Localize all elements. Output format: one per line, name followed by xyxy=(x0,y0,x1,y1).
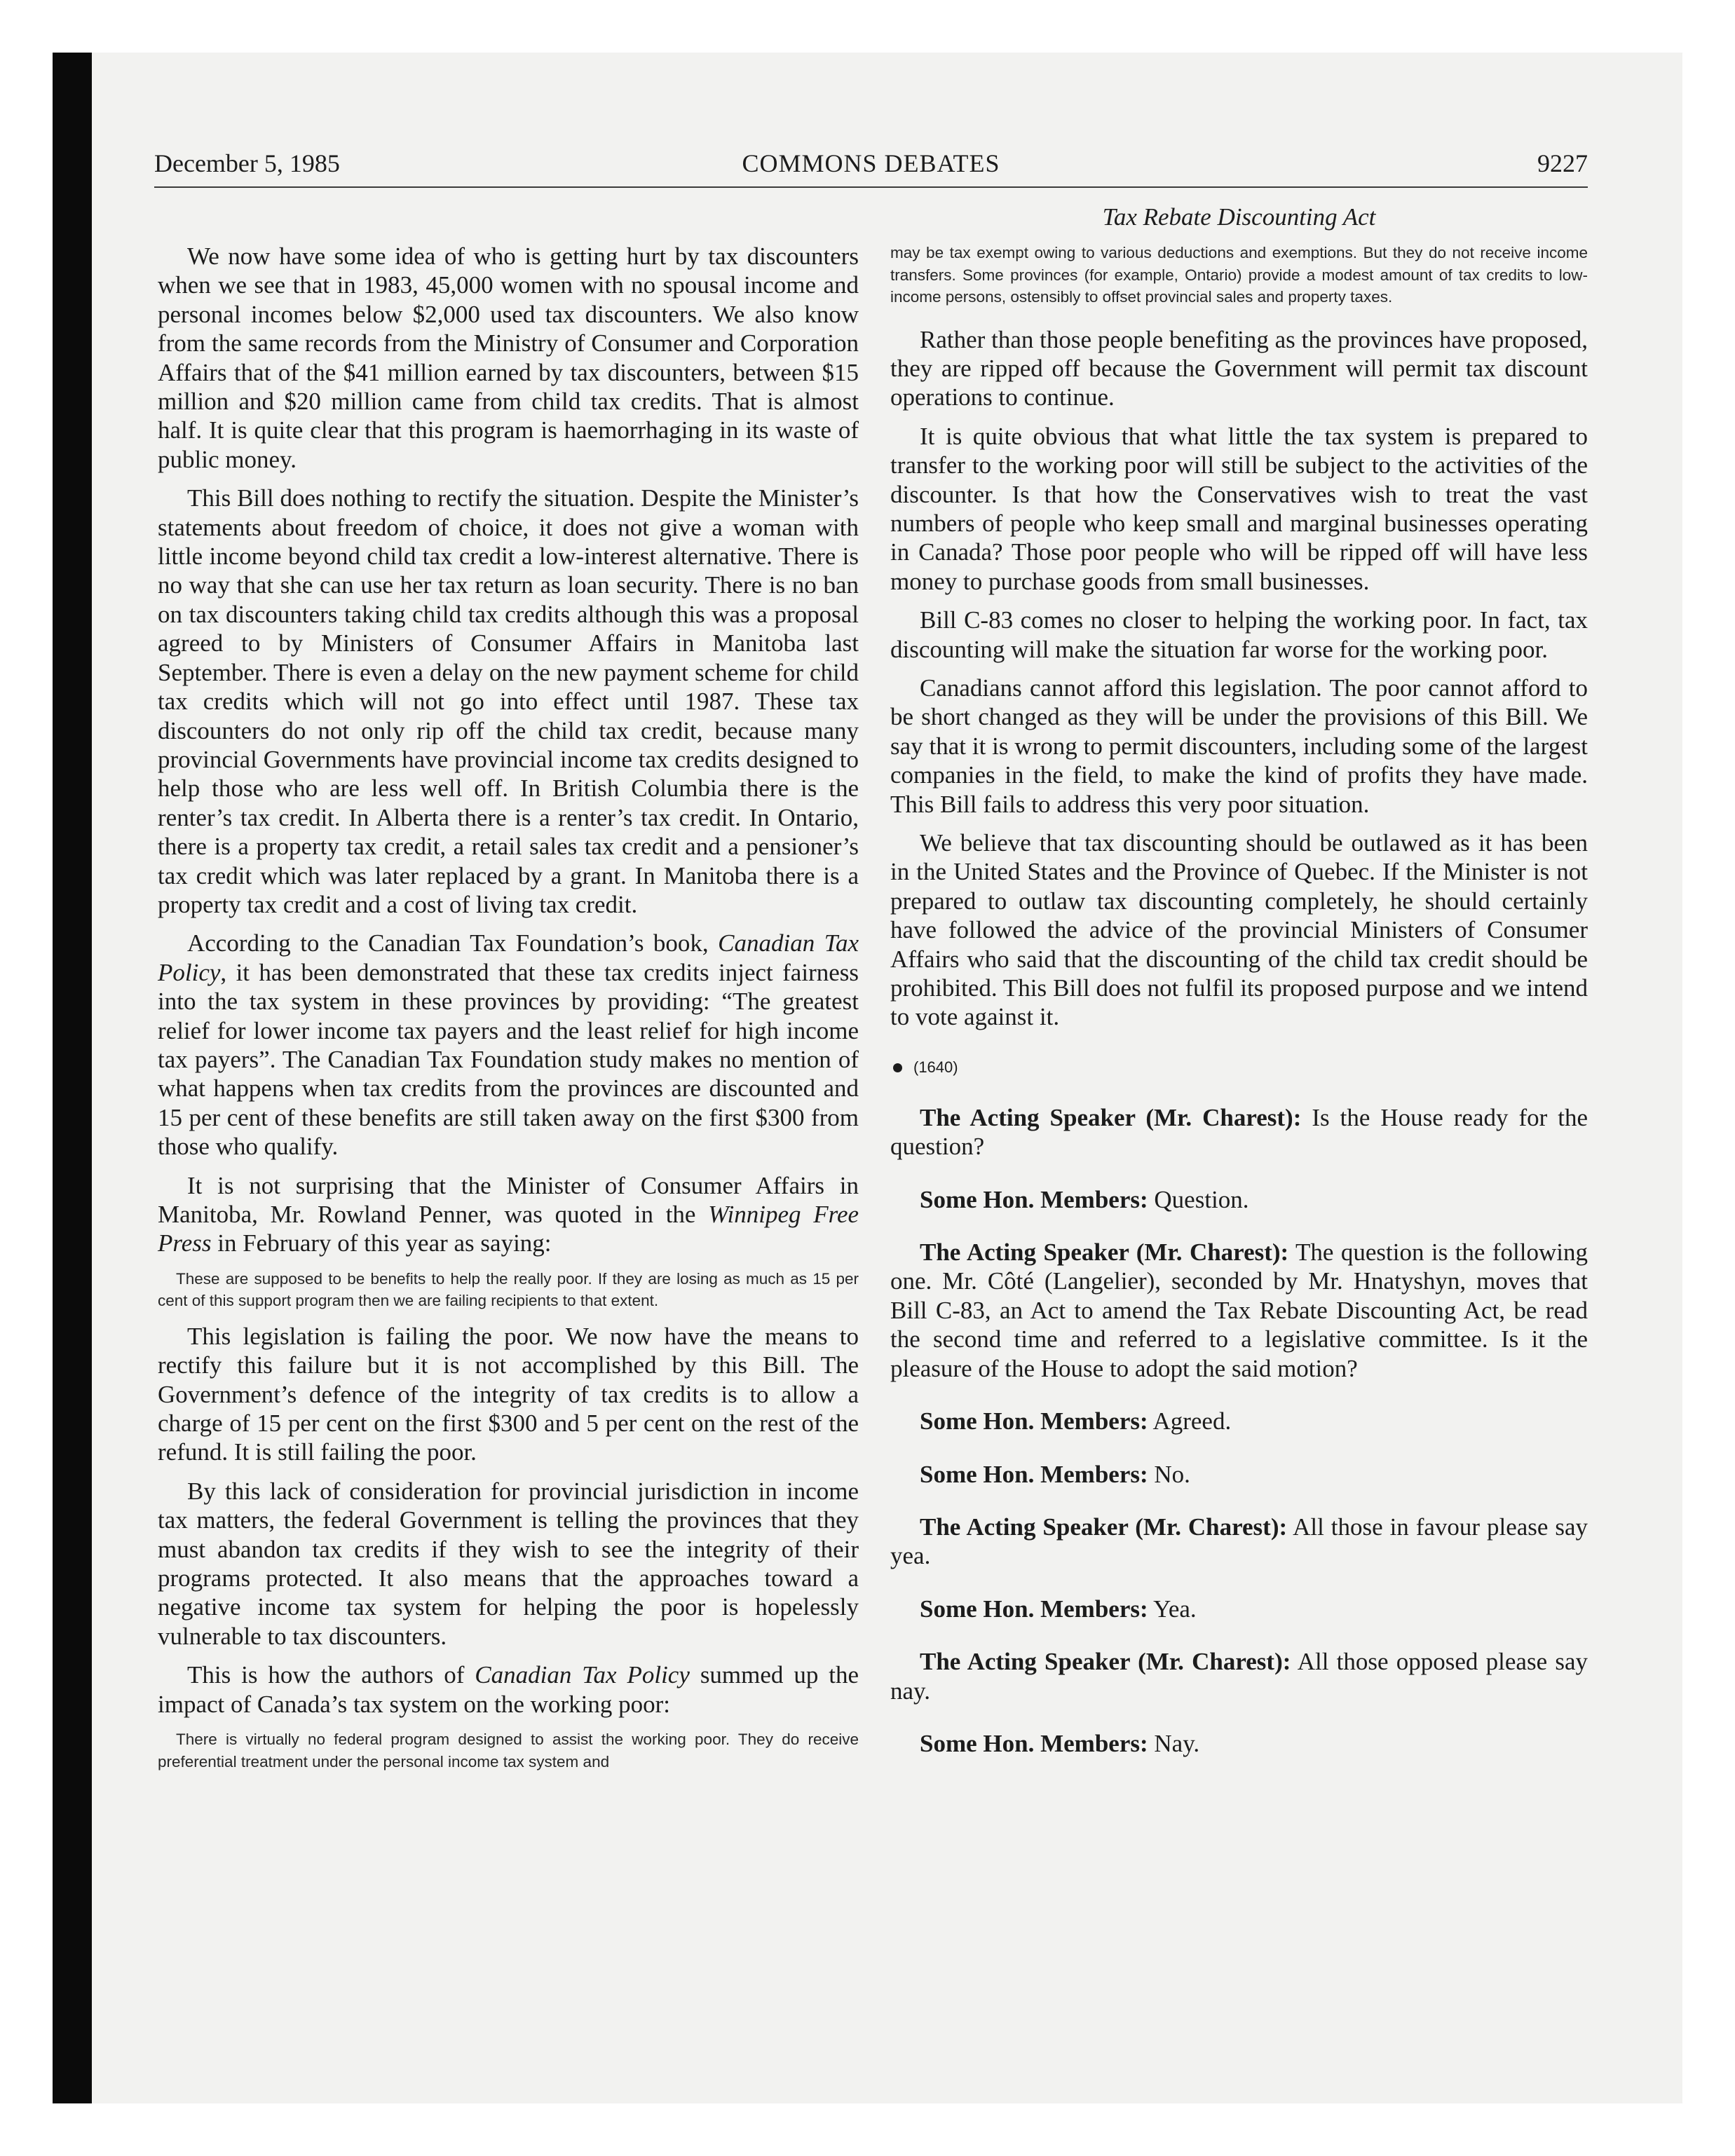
speech-entry xyxy=(890,1238,1588,1383)
text-run: in February of this year as saying: xyxy=(217,1229,552,1257)
header-publication: COMMONS DEBATES xyxy=(742,149,1000,177)
paragraph xyxy=(158,1660,859,1719)
paragraph: This Bill does nothing to rectify the situation. Despite the Minister’s statements about freedom of choice, it does not give a woman with little income beyond child tax credit a low-interest alternative. There is no way that she can use her tax return as loan security. There is no ban on tax discounters taking child tax credits although this was a proposal agreed to by Ministers of Consumer Affairs in Manitoba last September. There is even a delay on the new payment scheme for child tax credits which will not go into effect until 1987. These tax discounters do not only rip off the child tax credit, because many provincial Governments have provincial income tax credits designed to help those who are less well off. In British Columbia there is the renter’s tax credit. In Alberta there is a renter’s tax credit. In Ontario, there is a property tax credit, a retail sales tax credit and a pensioner’s tax credit which was later replaced by a grant. In Manitoba there is a property tax credit and a cost of living tax credit. xyxy=(158,484,859,918)
text-run: According to the Canadian Tax Foundation’s book, xyxy=(187,929,709,957)
debate-exchanges xyxy=(890,1103,1588,1759)
speech-text: Question. xyxy=(1154,1185,1249,1213)
block-quote-continued: may be tax exempt owing to various deductions and exemptions. But they do not receive income transfers. Some provinces (for example, Ontario) provide a modest amount of tax credits to low-income persons, ostensibly to offset provincial sales and property taxes. xyxy=(890,244,1588,306)
speaker-name: Some Hon. Members: xyxy=(920,1729,1148,1757)
speech-text: Agreed. xyxy=(1152,1407,1232,1435)
speaker-name: Some Hon. Members: xyxy=(920,1407,1148,1435)
paragraph: This legislation is failing the poor. We now have the means to rectify this failure but it is not accomplished by this Bill. The Government’s defence of the integrity of tax credits is to allow a charge of 15 per cent on the first $300 and 5 per cent on the rest of the refund. It is still failing the poor. xyxy=(158,1322,859,1466)
bullet-icon xyxy=(893,1063,902,1072)
speech-text: Yea. xyxy=(1153,1595,1197,1623)
paragraph: It is quite obvious that what little the tax system is prepared to transfer to the working poor will still be subject to the activities of the discounter. Is that how the Conservatives wish to treat the vast numbers of people who keep small and marginal businesses operating in Canada? Those poor people who will be ripped off will have less money to purchase goods from small businesses. xyxy=(890,422,1588,595)
speech-entry xyxy=(890,1103,1588,1161)
speech-entry xyxy=(890,1595,1588,1623)
paragraph: We now have some idea of who is getting hurt by tax discounters when we see that in 1983, 45,000 women with no spousal income and personal incomes below $2,000 used tax discounters. We also know from the same records from the Ministry of Consumer and Corporation Affairs that of the $41 million earned by tax discounters, between $15 million and $20 million came from child tax credits. That is almost half. It is quite clear that this program is haemorrhaging in its waste of public money. xyxy=(158,243,859,473)
speech-text: All those opposed please say nay. xyxy=(890,1648,1588,1705)
speech-entry xyxy=(890,1513,1588,1571)
paragraph: By this lack of consideration for provincial jurisdiction in income tax matters, the federal Government is telling the provinces that they must abandon tax credits if they wish to see the integrity of their programs protected. It also means that the approaches toward a negative income tax system for helping the poor is hopelessly vulnerable to tax discounters. xyxy=(158,1477,859,1650)
header-date: December 5, 1985 xyxy=(154,149,340,177)
page-header xyxy=(154,149,1588,185)
speech-text: Nay. xyxy=(1154,1729,1200,1757)
left-column xyxy=(158,242,859,1782)
speech-text: Is the House ready for the question? xyxy=(890,1103,1588,1161)
paragraph: Rather than those people benefiting as the provinces have proposed, they are ripped off because the Government will permit tax discount operations to continue. xyxy=(890,325,1588,411)
speech-text: No. xyxy=(1154,1460,1190,1488)
speech-entry xyxy=(890,1647,1588,1705)
text-run: This is how the authors of xyxy=(187,1661,465,1689)
speaker-name: Some Hon. Members: xyxy=(920,1460,1148,1488)
running-head: Tax Rebate Discounting Act xyxy=(1102,203,1376,231)
speech-entry xyxy=(890,1407,1588,1435)
newspaper-title: Winnipeg Free Press xyxy=(158,1201,859,1257)
text-run: It is not surprising that the Minister of Consumer Affairs in Manitoba, Mr. Rowland Penner, was quoted in the xyxy=(158,1171,859,1228)
text-run: , it has been demonstrated that these tax credits inject fairness into the tax system in these provinces by providing: “The greatest relief for lower income tax payers and the least relief for high income tax payers”. The Canadian Tax Foundation study makes no mention of what happens when tax credits from the provinces are discounted and 15 per cent of these benefits are still taken away on the first $300 from those who qualify. xyxy=(158,958,859,1161)
book-title: Canadian Tax Policy xyxy=(475,1661,690,1689)
header-page-number: 9227 xyxy=(1537,149,1588,177)
speech-text: The question is the following one. Mr. Côté (Langelier), seconded by Mr. Hnatyshyn, moves that Bill C-83, an Act to amend the Tax Rebate Discounting Act, be read the second time and referred to a legislative committee. Is it the pleasure of the House to adopt the said motion? xyxy=(890,1239,1588,1382)
binding-edge xyxy=(53,53,92,2103)
speaker-name: Some Hon. Members: xyxy=(920,1185,1148,1213)
time-marker-text: (1640) xyxy=(913,1058,958,1076)
block-quote: There is virtually no federal program designed to assist the working poor. They do receive preferential treatment under the personal income tax system and xyxy=(158,1731,859,1770)
paragraph xyxy=(158,929,859,1161)
speech-entry xyxy=(890,1729,1588,1758)
speaker-name: The Acting Speaker (Mr. Charest): xyxy=(920,1103,1302,1131)
speaker-name: Some Hon. Members: xyxy=(920,1595,1148,1623)
text-run: summed up the impact of Canada’s tax system on the working poor: xyxy=(158,1661,859,1718)
paragraph: We believe that tax discounting should be outlawed as it has been in the United States and the Province of Quebec. If the Minister is not prepared to outlaw tax discounting completely, he should certainly have followed the advice of the provincial Ministers of Consumer Affairs who said that the discounting of the child tax credit should be prohibited. This Bill does not fulfil its proposed purpose and we intend to vote against it. xyxy=(890,829,1588,1031)
speaker-name: The Acting Speaker (Mr. Charest): xyxy=(920,1513,1288,1541)
speech-entry xyxy=(890,1185,1588,1214)
paragraph xyxy=(158,1171,859,1258)
speaker-name: The Acting Speaker (Mr. Charest): xyxy=(920,1648,1291,1676)
speech-entry xyxy=(890,1460,1588,1489)
paragraph: Bill C-83 comes no closer to helping the working poor. In fact, tax discounting will make the situation far worse for the working poor. xyxy=(890,606,1588,663)
book-title: Canadian Tax Policy xyxy=(158,929,859,986)
speech-text: All those in favour please say yea. xyxy=(890,1513,1588,1570)
paragraph: Canadians cannot afford this legislation. The poor cannot afford to be short changed as they will be under the provisions of this Bill. We say that it is wrong to permit discounters, including some of the largest companies in the field, to make the kind of profits they have made. This Bill fails to address this very poor situation. xyxy=(890,674,1588,818)
time-marker xyxy=(890,1058,1588,1077)
speaker-name: The Acting Speaker (Mr. Charest): xyxy=(920,1239,1289,1267)
block-quote: These are supposed to be benefits to help the really poor. If they are losing as much as 15 per cent of this support program then we are failing recipients to that extent. xyxy=(158,1269,859,1310)
header-rule xyxy=(154,186,1588,188)
right-column xyxy=(890,242,1588,1782)
